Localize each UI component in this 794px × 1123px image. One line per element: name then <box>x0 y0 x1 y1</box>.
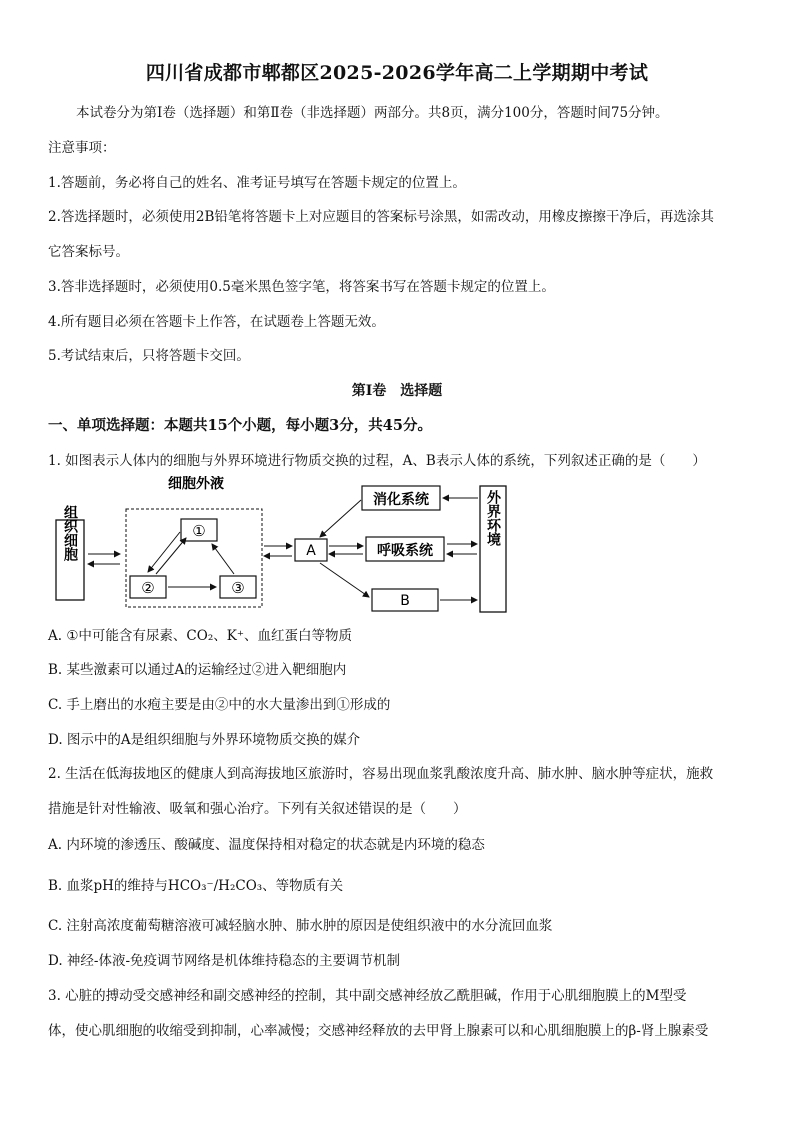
volume-heading: 第Ⅰ卷 选择题 <box>351 383 443 399</box>
note-item: 5.考试结束后，只将答题卡交回。 <box>48 348 250 364</box>
respiratory-label: 呼吸系统 <box>377 543 433 559</box>
note-item: 1.答题前，务必将自己的姓名、准考证号填写在答题卡规定的位置上。 <box>48 175 466 191</box>
question-stem: 2. 生活在低海拔地区的健康人到高海拔地区旅游时，容易出现血浆乳酸浓度升高、肺水肿、脑水肿等症状，施救 <box>48 766 714 782</box>
node-a-label: A <box>306 543 316 559</box>
option: C. 注射高浓度葡萄糖溶液可减轻脑水肿、肺水肿的原因是使组织液中的水分流回血浆 <box>48 918 553 934</box>
note-item: 它答案标号。 <box>48 244 129 260</box>
node-3-label: ③ <box>231 579 245 597</box>
question-stem: 3. 心脏的搏动受交感神经和副交感神经的控制，其中副交感神经放乙酰胆碱，作用于心肌细胞膜上的M型受 <box>48 988 687 1004</box>
node-b-label: B <box>400 593 410 609</box>
option: B. 某些激素可以通过A的运输经过②进入靶细胞内 <box>48 662 347 678</box>
question-stem: 体，使心肌细胞的收缩受到抑制，心率减慢；交感神经释放的去甲肾上腺素可以和心肌细胞膜上的β-肾上腺素受 <box>48 1023 709 1039</box>
note-item: 4.所有题目必须在答题卡上作答，在试题卷上答题无效。 <box>48 314 385 330</box>
part-heading: 一、单项选择题：本题共15个小题，每小题3分，共45分。 <box>48 417 432 434</box>
question-stem: 1. 如图表示人体内的细胞与外界环境进行物质交换的过程，A、B表示人体的系统，下列叙述正确的是（ ） <box>48 453 706 469</box>
option: D. 神经-体液-免疫调节网络是机体维持稳态的主要调节机制 <box>48 953 401 969</box>
exchange-diagram <box>48 476 518 622</box>
tissue-cell-label: 组织细胞 <box>62 505 78 561</box>
question-stem: 措施是针对性输液、吸氧和强心治疗。下列有关叙述错误的是（ ） <box>48 801 467 817</box>
option: A. 内环境的渗透压、酸碱度、温度保持相对稳定的状态就是内环境的稳态 <box>48 837 485 853</box>
note-item: 2.答选择题时，必须使用2B铅笔将答题卡上对应题目的答案标号涂黑，如需改动，用橡皮擦擦干净后，再选涂其 <box>48 209 714 225</box>
digestive-label: 消化系统 <box>373 492 429 508</box>
notes-heading: 注意事项： <box>48 140 116 156</box>
node-2-label: ② <box>141 579 155 597</box>
option: B. 血浆pH的维持与HCO₃⁻/H₂CO₃、等物质有关 <box>48 878 344 894</box>
page-title: 四川省成都市郫都区2025-2026学年高二上学期期中考试 <box>145 62 649 84</box>
option: A. ①中可能含有尿素、CO₂、K⁺、血红蛋白等物质 <box>48 628 352 644</box>
ecf-label: 细胞外液 <box>168 476 224 492</box>
node-1-label: ① <box>192 522 206 540</box>
intro-text: 本试卷分为第Ⅰ卷（选择题）和第Ⅱ卷（非选择题）两部分。共8页，满分100分，答题时间75分钟。 <box>76 105 669 121</box>
option: C. 手上磨出的水疱主要是由②中的水大量渗出到①形成的 <box>48 697 391 713</box>
note-item: 3.答非选择题时，必须使用0.5毫米黑色签字笔，将答案书写在答题卡规定的位置上。 <box>48 279 555 295</box>
option: D. 图示中的A是组织细胞与外界环境物质交换的媒介 <box>48 732 361 748</box>
outside-label: 外界环境 <box>485 490 501 546</box>
